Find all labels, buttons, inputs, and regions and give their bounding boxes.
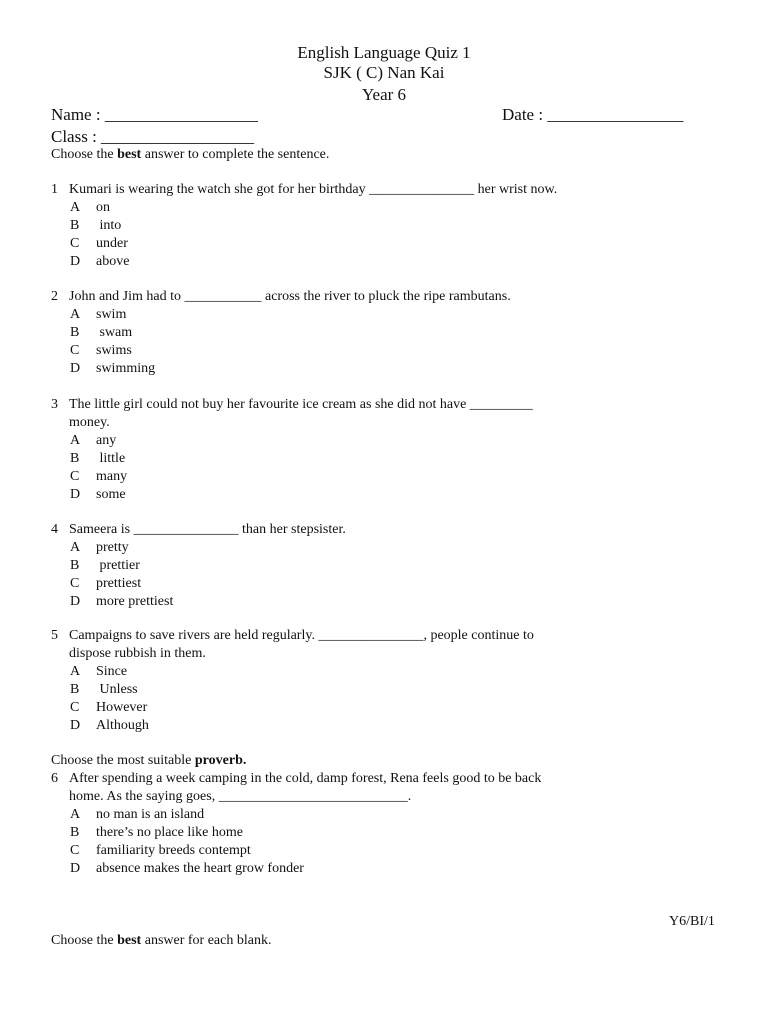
option-c: C under xyxy=(70,236,128,251)
page-code: Y6/BI/1 xyxy=(669,914,715,929)
question-5 xyxy=(51,627,691,735)
option-b: B into xyxy=(70,218,122,233)
question-text: John and Jim had to ___________ across the river to pluck the ripe rambutans. xyxy=(69,289,511,304)
question-number: 6 xyxy=(51,771,58,786)
date-field: Date : ________________ xyxy=(502,105,684,124)
option-d: D above xyxy=(70,254,130,269)
question-text-continued: dispose rubbish in them. xyxy=(69,646,206,661)
option-a: A any xyxy=(70,433,117,448)
quiz-title: English Language Quiz 1 xyxy=(297,43,471,62)
question-6 xyxy=(51,770,691,878)
option-a: A swim xyxy=(70,307,127,322)
option-c: C many xyxy=(70,469,128,484)
question-2 xyxy=(51,288,691,378)
option-d: D Although xyxy=(70,718,149,733)
name-field: Name : __________________ xyxy=(51,105,258,124)
option-a: A pretty xyxy=(70,540,129,555)
option-d: D swimming xyxy=(70,361,156,376)
option-c: C However xyxy=(70,700,148,715)
year-level: Year 6 xyxy=(361,85,407,104)
question-number: 3 xyxy=(51,397,58,412)
option-c: C familiarity breeds contempt xyxy=(70,843,251,858)
option-b: B there’s no place like home xyxy=(70,825,243,840)
option-b: B prettier xyxy=(70,558,140,573)
question-number: 4 xyxy=(51,522,58,537)
question-text-continued: home. As the saying goes, ___________________________. xyxy=(69,789,412,804)
option-a: A on xyxy=(70,200,110,215)
question-3 xyxy=(51,396,691,504)
question-number: 5 xyxy=(51,628,58,643)
instruction-part2: Choose the most suitable proverb. xyxy=(51,753,247,768)
question-number: 2 xyxy=(51,289,58,304)
option-b: B swam xyxy=(70,325,133,340)
option-a: A no man is an island xyxy=(70,807,205,822)
option-b: B Unless xyxy=(70,682,138,697)
instruction-part3: Choose the best answer for each blank. xyxy=(51,933,272,948)
question-text-continued: money. xyxy=(69,415,110,430)
option-c: C prettiest xyxy=(70,576,142,591)
option-b: B little xyxy=(70,451,126,466)
school-name: SJK ( C) Nan Kai xyxy=(323,63,445,82)
option-a: A Since xyxy=(70,664,128,679)
class-field: Class : __________________ xyxy=(51,127,255,146)
option-d: D more prettiest xyxy=(70,594,174,609)
question-number: 1 xyxy=(51,182,58,197)
question-4 xyxy=(51,521,691,611)
question-text: Kumari is wearing the watch she got for her birthday _______________ her wrist now. xyxy=(69,182,558,197)
question-text: After spending a week camping in the cold, damp forest, Rena feels good to be back xyxy=(69,771,542,786)
question-text: The little girl could not buy her favourite ice cream as she did not have _________ xyxy=(69,397,533,412)
instruction-part1: Choose the best answer to complete the sentence. xyxy=(51,147,330,162)
option-c: C swims xyxy=(70,343,132,358)
question-text: Sameera is _______________ than her stepsister. xyxy=(69,522,346,537)
question-text: Campaigns to save rivers are held regularly. _______________, people continue to xyxy=(69,628,534,643)
option-d: D absence makes the heart grow fonder xyxy=(70,861,304,876)
question-1 xyxy=(51,181,691,271)
option-d: D some xyxy=(70,487,126,502)
